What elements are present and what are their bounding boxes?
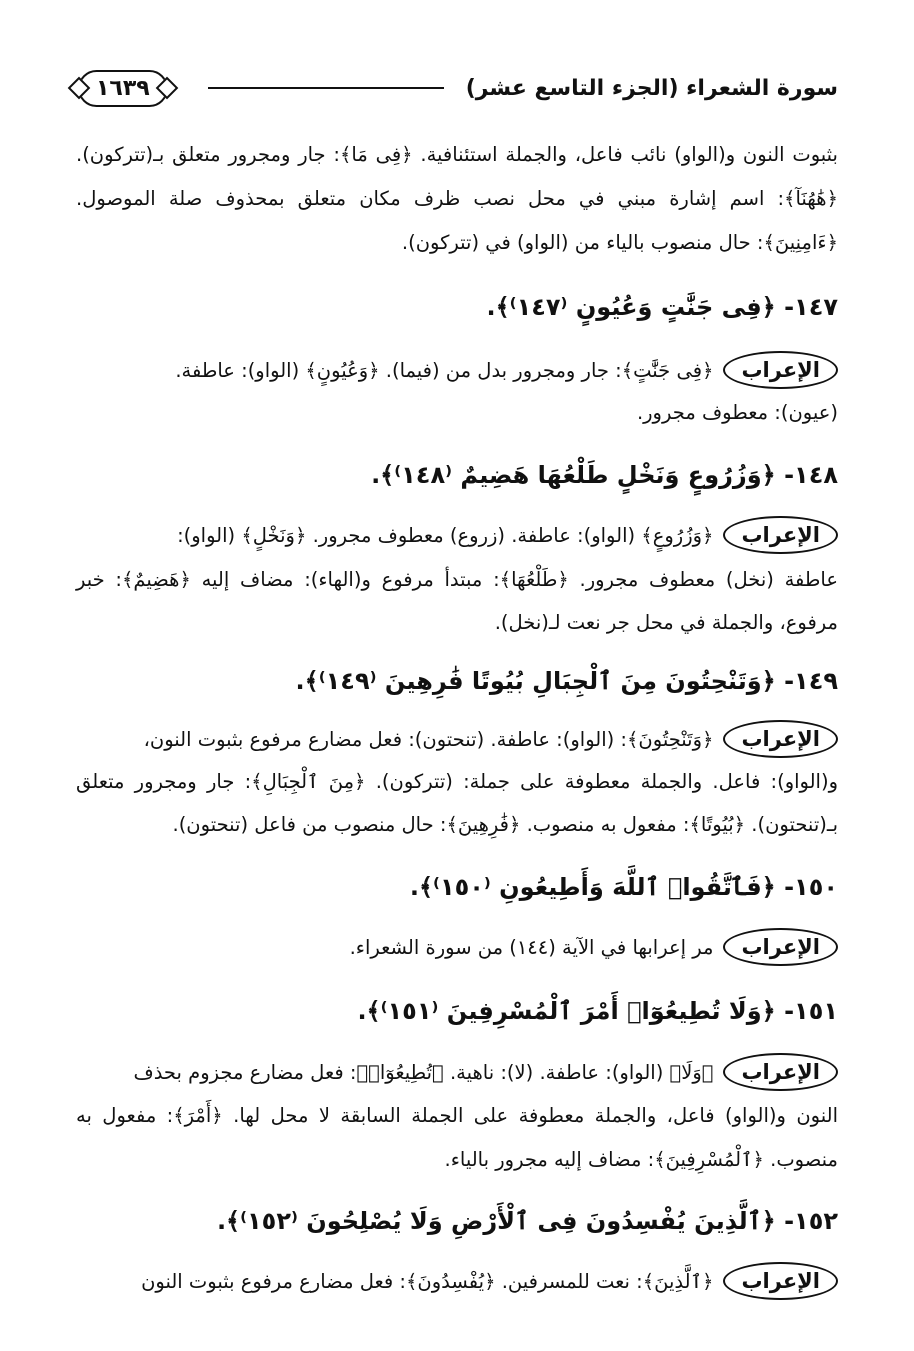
verse-151: ١٥١- ﴿وَلَا تُطِيعُوٓا۟ أَمْرَ ٱلْمُسْرِفِينَ ⁽١٥١⁾﴾. — [357, 997, 838, 1025]
text-line: بـ(تنحتون). ﴿بُيُوتًا﴾: مفعول به منصوب. ﴿فَٰرِهِينَ﴾: حال منصوب من فاعل (تنحتون). — [172, 813, 838, 836]
irab-text: ﴿وَتَنْحِتُونَ﴾: (الواو): عاطفة. (تنحتون): فعل مضارع مرفوع بثبوت النون، — [143, 728, 714, 751]
verse-150: ١٥٠- ﴿فَٱتَّقُوا۟ ٱللَّهَ وَأَطِيعُونِ ⁽١٥٠⁾﴾. — [409, 873, 838, 901]
irab-text: مر إعرابها في الآية (١٤٤) من سورة الشعراء. — [349, 936, 714, 959]
text-line: (عيون): معطوف مجرور. — [636, 401, 838, 424]
irab-text: ﴿ٱلَّذِينَ﴾: نعت للمسرفين. ﴿يُفْسِدُونَ﴾: فعل مضارع مرفوع بثبوت النون — [141, 1270, 714, 1293]
irab-text: ﴿فِى جَنَّٰتٍ﴾: جار ومجرور بدل من (فيما). ﴿وَعُيُونٍ﴾ (الواو): عاطفة. — [175, 359, 714, 382]
irab-line — [76, 928, 838, 966]
irab-line — [76, 720, 838, 758]
text-line: بثبوت النون و(الواو) نائب فاعل، والجملة استئنافية. ﴿فِى مَا﴾: جار ومجرور متعلق بـ(تتركون). — [76, 143, 838, 166]
page-number: ١٦٣٩ — [78, 70, 168, 107]
verse-148: ١٤٨- ﴿وَزُرُوعٍ وَنَخْلٍ طَلْعُهَا هَضِيمٌ ⁽١٤٨⁾﴾. — [371, 461, 838, 489]
surah-title: سورة الشعراء (الجزء التاسع عشر) — [465, 75, 838, 101]
verse-149: ١٤٩- ﴿وَتَنْحِتُونَ مِنَ ٱلْجِبَالِ بُيُوتًا فَٰرِهِينَ ⁽١٤٩⁾﴾. — [295, 667, 838, 695]
verse-152: ١٥٢- ﴿ٱلَّذِينَ يُفْسِدُونَ فِى ٱلْأَرْضِ وَلَا يُصْلِحُونَ ⁽١٥٢⁾﴾. — [216, 1207, 838, 1235]
irab-label: الإعراب — [723, 1053, 838, 1091]
irab-label: الإعراب — [723, 1262, 838, 1300]
text-line: و(الواو): فاعل. والجملة معطوفة على جملة: (تتركون). ﴿مِنَ ٱلْجِبَالِ﴾: جار ومجرور متعلق — [76, 770, 838, 793]
irab-line — [76, 1262, 838, 1300]
irab-line — [76, 351, 838, 389]
text-line: مرفوع، والجملة في محل جر نعت لـ(نخل). — [494, 611, 838, 634]
text-line: النون و(الواو) فاعل، والجملة معطوفة على الجملة السابقة لا محل لها. ﴿أَمْرَ﴾: مفعول به — [76, 1104, 838, 1127]
text-line: ﴿هَٰهُنَآ﴾: اسم إشارة مبني في محل نصب ظرف مكان متعلق بمحذوف صلة الموصول. — [76, 187, 838, 210]
text-line: عاطفة (نخل) معطوف مجرور. ﴿طَلْعُهَا﴾: مبتدأ مرفوع و(الهاء): مضاف إليه ﴿هَضِيمٌ﴾: خبر — [76, 568, 838, 591]
irab-line — [76, 1053, 838, 1091]
page-header — [78, 66, 838, 110]
irab-label: الإعراب — [723, 516, 838, 554]
text-line: منصوب. ﴿ٱلْمُسْرِفِينَ﴾: مضاف إليه مجرور بالياء. — [444, 1148, 838, 1171]
irab-text: ﴿وَزُرُوعٍ﴾ (الواو): عاطفة. (زروع) معطوف مجرور. ﴿وَنَخْلٍ﴾ (الواو): — [177, 524, 714, 547]
irab-label: الإعراب — [723, 928, 838, 966]
irab-line — [76, 516, 838, 554]
irab-label: الإعراب — [723, 351, 838, 389]
irab-label: الإعراب — [723, 720, 838, 758]
verse-147: ١٤٧- ﴿فِى جَنَّٰتٍ وَعُيُونٍ ⁽١٤٧⁾﴾. — [486, 293, 838, 321]
irab-text: ﴿وَلَا﴾ (الواو): عاطفة. (لا): ناهية. ﴿تُطِيعُوٓا۟﴾: فعل مضارع مجزوم بحذف — [133, 1061, 714, 1084]
text-line: ﴿ءَامِنِينَ﴾: حال منصوب بالياء من (الواو) في (تتركون). — [401, 231, 838, 254]
header-rule — [208, 87, 444, 89]
